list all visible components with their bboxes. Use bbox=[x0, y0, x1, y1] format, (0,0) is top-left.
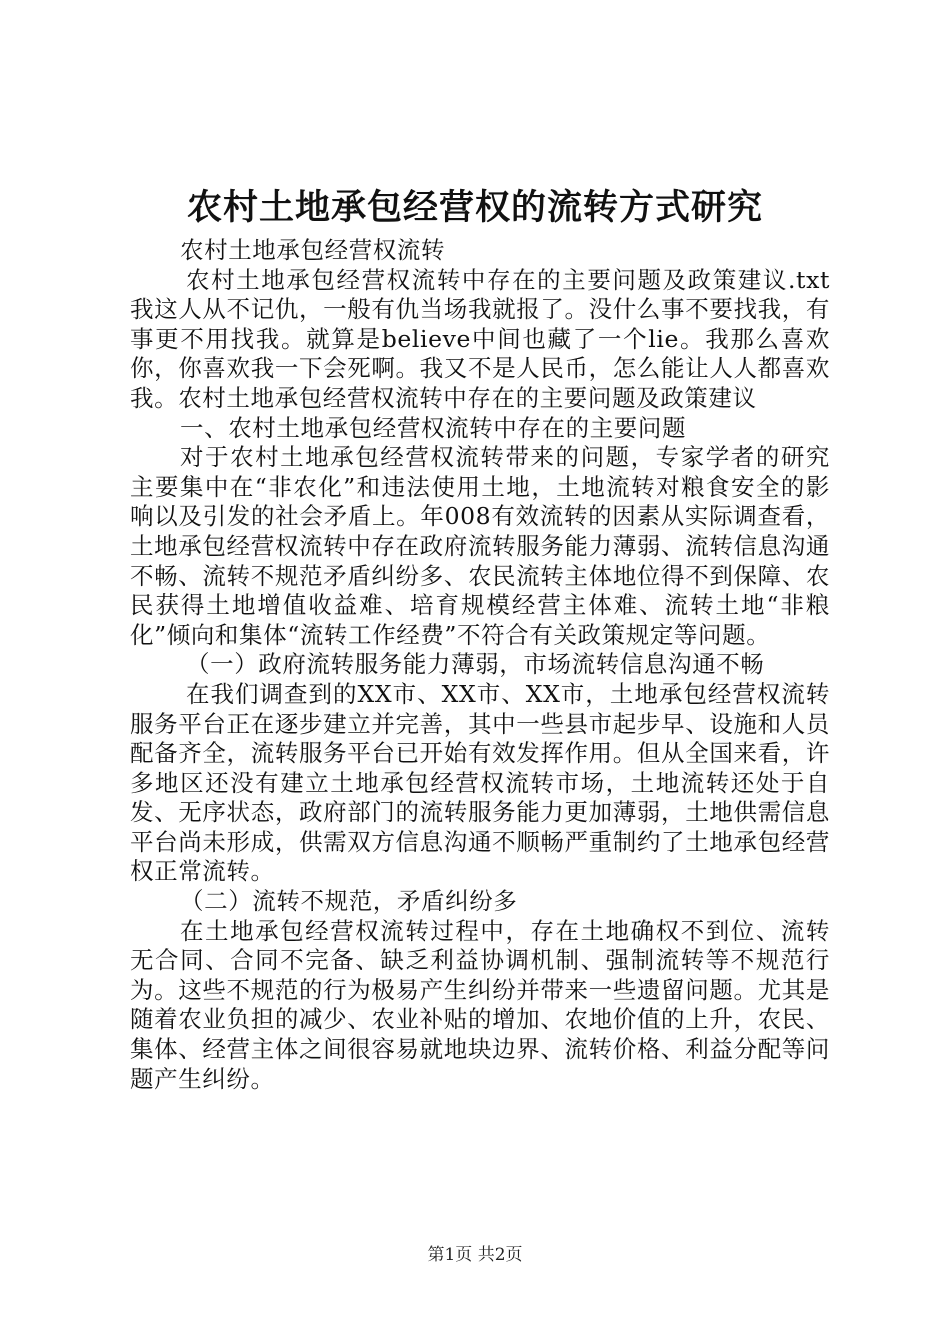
paragraph-problems-overview: 对于农村土地承包经营权流转带来的问题，专家学者的研究主要集中在“非农化”和违法使用土地，土地流转对粮食安全的影响以及引发的社会矛盾上。年008有效流转的因素从实际调查看，土地承包经营权流转中存在政府流转服务能力薄弱、流转信息沟通不畅、流转不规范矛盾纠纷多、农民流转主体地位得不到保障、农民获得土地增值收益难、培育规模经营主体难、流转土地“非粮化”倾向和集体“流转工作经费”不符合有关政策规定等问题。 bbox=[130, 443, 830, 649]
section-heading-1: 一、农村土地承包经营权流转中存在的主要问题 bbox=[180, 413, 687, 442]
paragraph-irregular-transfer: 在土地承包经营权流转过程中，存在土地确权不到位、流转无合同、合同不完备、缺乏利益协调机制、强制流转等不规范行为。这些不规范的行为极易产生纠纷并带来一些遗留问题。尤其是随着农业负担的减少、农业补贴的增加、农地价值的上升，农民、集体、经营主体之间很容易就地块边界、流转价格、利益分配等问题产生纠纷。 bbox=[130, 916, 830, 1093]
paragraph-subtitle: 农村土地承包经营权流转 bbox=[180, 236, 446, 264]
subsection-heading-2: （二）流转不规范，矛盾纠纷多 bbox=[180, 887, 518, 916]
document-title: 农村土地承包经营权的流转方式研究 bbox=[186, 187, 763, 228]
paragraph-service-capacity: 在我们调查到的XX市、XX市、XX市，土地承包经营权流转服务平台正在逐步建立并完善，其中一些县市起步早、设施和人员配备齐全，流转服务平台已开始有效发挥作用。但从全国来看，许多地区还没有建立土地承包经营权流转市场，土地流转还处于自发、无序状态，政府部门的流转服务能力更加薄弱，土地供需信息平台尚未形成，供需双方信息沟通不顺畅严重制约了土地承包经营权正常流转。 bbox=[130, 679, 830, 886]
page-footer: 第1页 共2页 bbox=[427, 1245, 523, 1265]
paragraph-intro: 农村土地承包经营权流转中存在的主要问题及政策建议.txt我这人从不记仇，一般有仇当场我就报了。没什么事不要找我，有事更不用找我。就算是believe中间也藏了一个lie。我那么喜欢你，你喜欢我一下会死啊。我又不是人民币，怎么能让人人都喜欢我。农村土地承包经营权流转中存在的主要问题及政策建议 bbox=[130, 265, 830, 412]
subsection-heading-1: （一）政府流转服务能力薄弱，市场流转信息沟通不畅 bbox=[186, 650, 765, 679]
document-body bbox=[130, 236, 830, 1094]
